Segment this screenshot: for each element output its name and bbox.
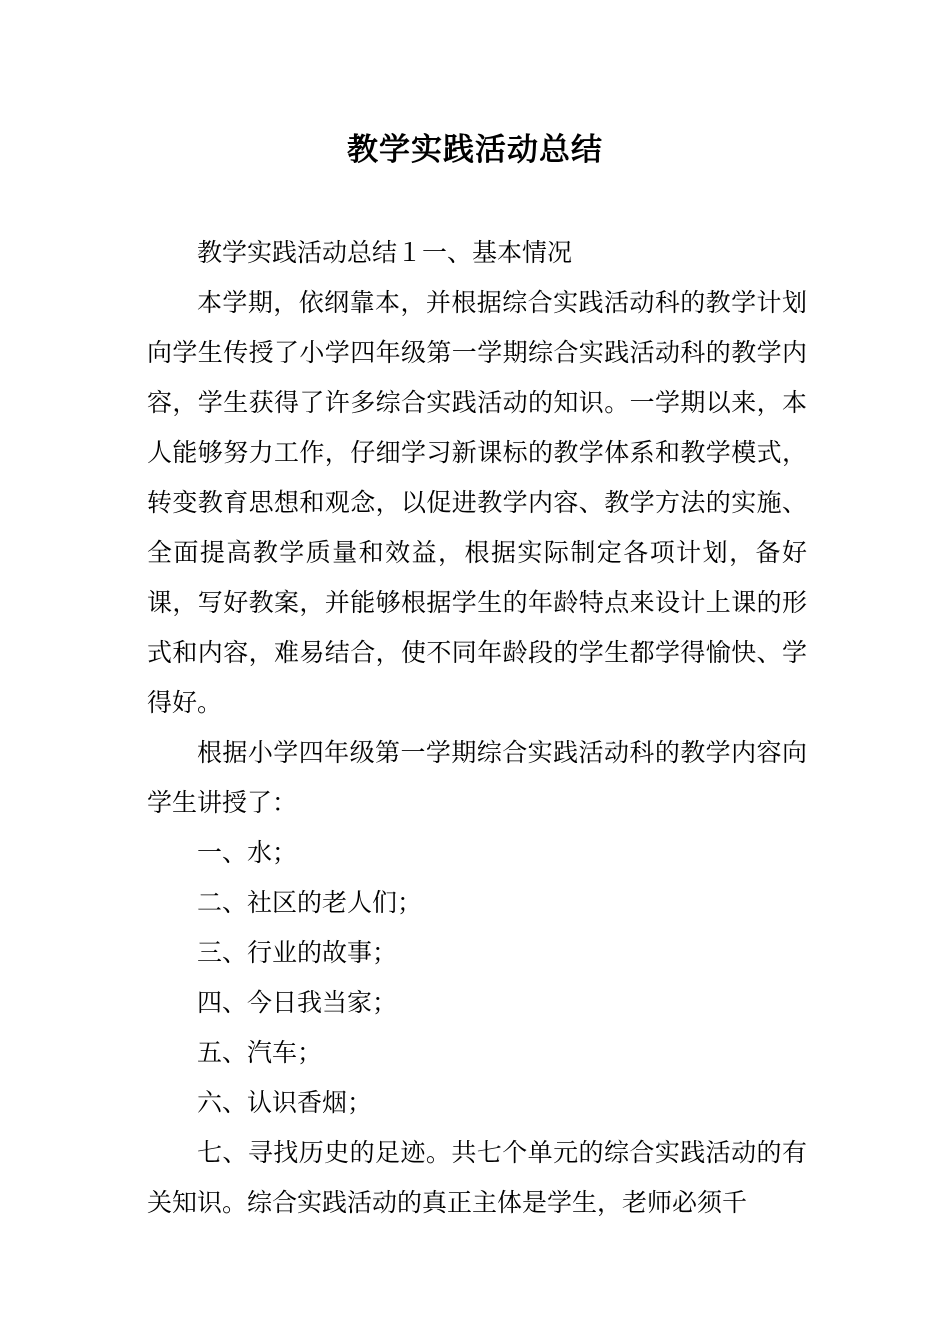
list-item-unit-7: 七、寻找历史的足迹。共七个单元的综合实践活动的有关知识。综合实践活动的真正主体是学生，老师必须千 xyxy=(147,1138,807,1217)
list-item-unit-1: 一、水； xyxy=(197,838,298,867)
document-title: 教学实践活动总结 xyxy=(347,132,603,168)
paragraph-overview: 本学期，依纲靠本，并根据综合实践活动科的教学计划向学生传授了小学四年级第一学期综合实践活动科的教学内容，学生获得了许多综合实践活动的知识。一学期以来，本人能够努力工作，仔细学习新课标的教学体系和教学模式，转变教育思想和观念，以促进教学内容、教学方法的实施、全面提高教学质量和效益，根据实际制定各项计划，备好课，写好教案，并能够根据学生的年龄特点来设计上课的形式和内容，难易结合，使不同年龄段的学生都学得愉快、学得好。 xyxy=(147,288,807,717)
list-item-unit-2: 二、社区的老人们； xyxy=(197,888,423,917)
paragraph-section-heading: 教学实践活动总结１一、基本情况 xyxy=(197,238,573,267)
paragraph-content-intro: 根据小学四年级第一学期综合实践活动科的教学内容向学生讲授了： xyxy=(147,738,807,817)
list-item-unit-3: 三、行业的故事； xyxy=(197,938,398,967)
document-body xyxy=(147,228,807,1228)
list-item-unit-6: 六、认识香烟； xyxy=(197,1088,373,1117)
list-item-unit-5: 五、汽车； xyxy=(197,1038,323,1067)
list-item-unit-4: 四、今日我当家； xyxy=(197,988,398,1017)
